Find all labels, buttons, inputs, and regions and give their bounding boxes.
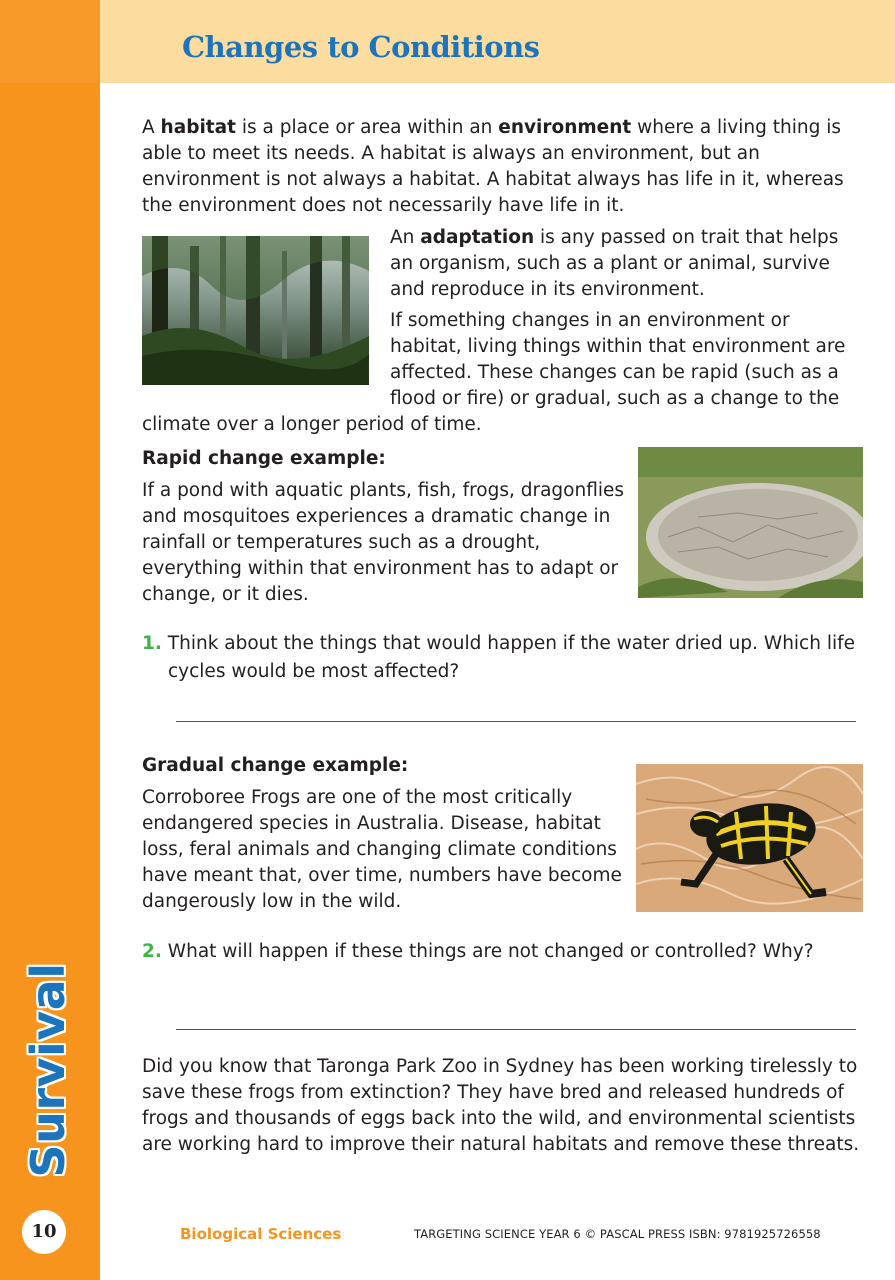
dried-pond-image (638, 447, 863, 598)
question-1-number: 1. (142, 633, 162, 654)
question-1-text: Think about the things that would happen if the water dried up. Which life cycles would be most affected? (167, 633, 856, 682)
question-2-number: 2. (142, 941, 162, 962)
wrap-spacer (142, 308, 390, 412)
term-habitat: habitat (160, 117, 236, 138)
answer-line-1[interactable] (176, 721, 856, 722)
term-environment: environment (498, 117, 632, 138)
gradual-change-heading: Gradual change example: (142, 755, 409, 776)
changes-paragraph: If something changes in an environment or habitat, living things within that environment are affected. These changes can be rapid (such as a flood or fire) or gradual, such as a change to the climate over a longer period of time. (142, 310, 846, 435)
intro-paragraph-habitat: A habitat is a place or area within an environment where a living thing is able to meet its needs. A habitat is always an environment, but an environment is not always a habitat. A habitat always has life in it, whereas the environment does not necessarily have life in it. (142, 117, 844, 216)
footer-subject: Biological Sciences (180, 1225, 342, 1243)
question-1 (142, 630, 895, 686)
term-adaptation: adaptation (420, 227, 535, 248)
section-label: Survival (21, 962, 75, 1178)
gradual-change-text: Corroboree Frogs are one of the most critically endangered species in Australia. Disease, habitat loss, feral animals and changing climate conditions have meant that, over time, numbers have become dangerously low in the wild. (142, 787, 622, 912)
footer-publisher: TARGETING SCIENCE YEAR 6 © PASCAL PRESS ISBN: 9781925726558 (414, 1227, 821, 1241)
adaptation-paragraph: An adaptation is any passed on trait that helps an organism, such as a plant or animal, survive and reproduce in its environment. (390, 227, 839, 300)
page-title: Changes to Conditions (182, 30, 540, 64)
answer-line-2[interactable] (176, 1029, 856, 1030)
rapid-change-text: If a pond with aquatic plants, fish, frogs, dragonflies and mosquitoes experiences a dramatic change in rainfall or temperatures such as a drought, everything within that environment has to adapt or change, or it dies. (142, 480, 625, 605)
page-number: 10 (22, 1210, 66, 1254)
corroboree-frog-photo (636, 764, 863, 912)
rapid-change-heading: Rapid change example: (142, 448, 386, 469)
corroboree-frog-image (636, 764, 863, 912)
dried-pond-photo (638, 447, 863, 598)
question-2 (142, 938, 895, 966)
sidebar-top-block (0, 0, 100, 83)
did-you-know-paragraph: Did you know that Taronga Park Zoo in Sydney has been working tirelessly to save these frogs from extinction? They have bred and released hundreds of frogs and thousands of eggs back into the wild, and environmental scientists are working hard to improve their natural habitats and remove these threats. (142, 1056, 860, 1155)
question-2-text: What will happen if these things are not changed or controlled? Why? (167, 941, 814, 962)
